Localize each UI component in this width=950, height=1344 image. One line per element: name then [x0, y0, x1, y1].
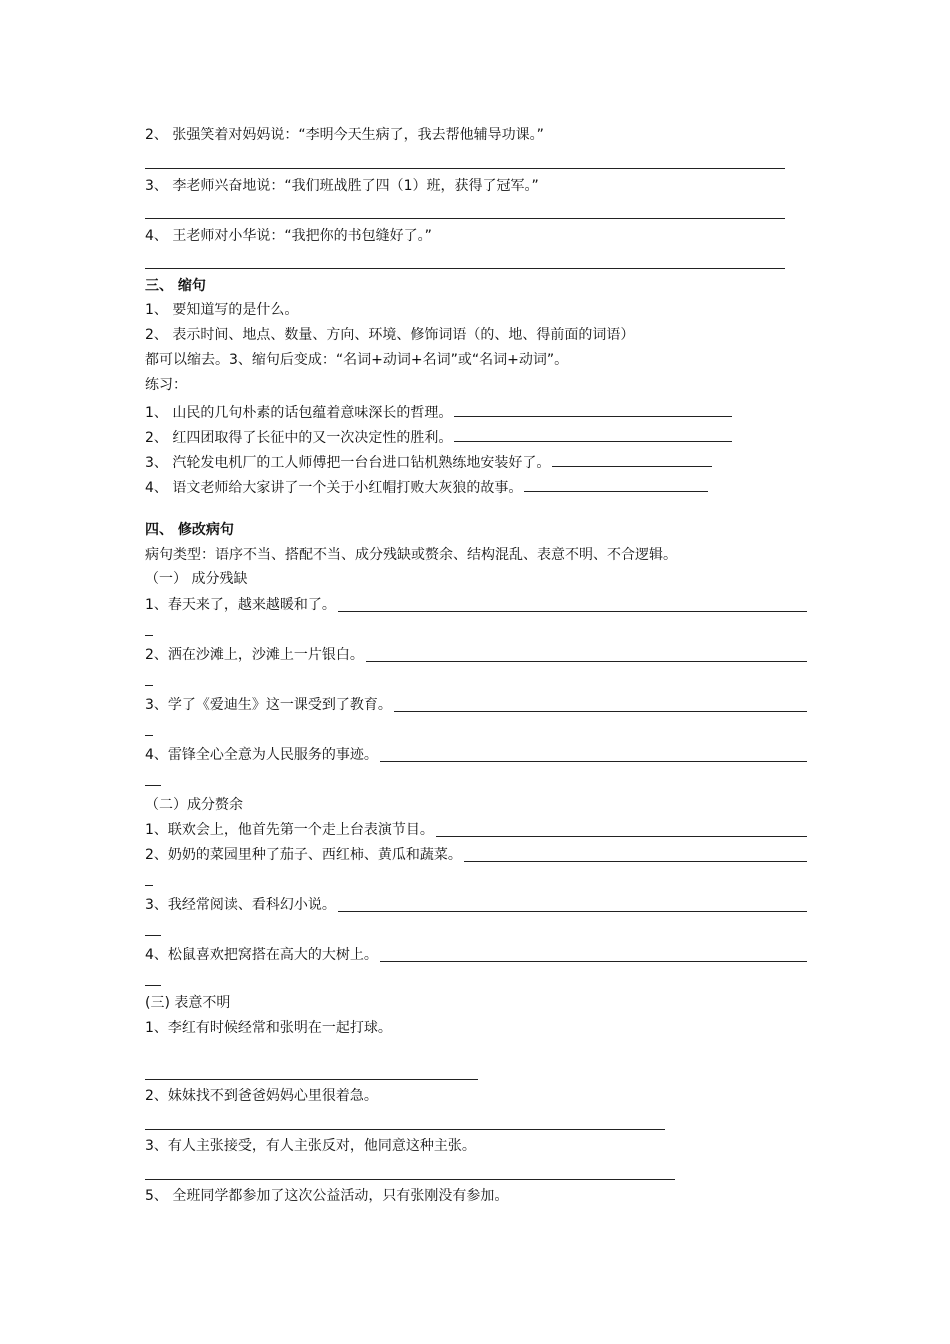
exercise-text: 4、雷锋全心全意为人民服务的事迹。 [145, 747, 378, 763]
condense-exercise [145, 402, 732, 421]
condense-exercise [145, 427, 732, 446]
correction-exercise [145, 597, 807, 613]
correction-exercise [145, 947, 807, 963]
answer-line-overflow [145, 685, 153, 686]
section-heading-correct-sentences: 四、 修改病句 [145, 522, 234, 538]
rule-text: 1、 要知道写的是什么。 [145, 302, 299, 318]
error-types: 病句类型：语序不当、搭配不当、成分残缺或赘余、结构混乱、表意不明、不合逻辑。 [145, 547, 677, 563]
answer-line[interactable] [145, 168, 785, 169]
answer-line[interactable] [145, 1179, 675, 1180]
correction-exercise [145, 822, 807, 838]
answer-blank[interactable] [454, 427, 732, 442]
answer-blank[interactable] [380, 747, 807, 762]
answer-line-overflow [145, 935, 161, 936]
exercise-text: 1、春天来了，越来越暖和了。 [145, 597, 336, 613]
condense-exercise [145, 452, 712, 471]
answer-blank[interactable] [338, 597, 807, 612]
correction-exercise [145, 847, 807, 863]
answer-blank[interactable] [436, 822, 807, 837]
answer-line[interactable] [145, 1129, 665, 1130]
correction-exercise: 1、李红有时候经常和张明在一起打球。 [145, 1020, 392, 1036]
answer-line[interactable] [145, 218, 785, 219]
rule-text: 都可以缩去。3、缩句后变成：“名词+动词+名词”或“名词+动词”。 [145, 352, 569, 368]
answer-blank[interactable] [366, 647, 807, 662]
subsection-title: （一） 成分残缺 [145, 571, 248, 587]
answer-blank[interactable] [524, 477, 708, 492]
correction-exercise [145, 747, 807, 763]
answer-line[interactable] [145, 268, 785, 269]
exercise-text: 2、 红四团取得了长征中的又一次决定性的胜利。 [145, 430, 453, 446]
practice-label: 练习： [145, 377, 187, 393]
exercise-text: 1、联欢会上，他首先第一个走上台表演节目。 [145, 822, 434, 838]
correction-exercise [145, 897, 807, 913]
exercise-text: 2、洒在沙滩上，沙滩上一片银白。 [145, 647, 364, 663]
rewrite-item-4: 4、 王老师对小华说：“我把你的书包缝好了。” [145, 228, 432, 244]
condense-exercise [145, 477, 708, 496]
exercise-text: 1、 山民的几句朴素的话包蕴着意味深长的哲理。 [145, 405, 453, 421]
answer-line-overflow [145, 635, 153, 636]
answer-blank[interactable] [454, 402, 732, 417]
exercise-text: 3、学了《爱迪生》这一课受到了教育。 [145, 697, 392, 713]
rewrite-item-3: 3、 李老师兴奋地说：“我们班战胜了四（1）班，获得了冠军。” [145, 178, 539, 194]
exercise-text: 4、松鼠喜欢把窝搭在高大的大树上。 [145, 947, 378, 963]
exercise-text: 3、 汽轮发电机厂的工人师傅把一台台进口钻机熟练地安装好了。 [145, 455, 551, 471]
answer-blank[interactable] [464, 847, 807, 862]
answer-blank[interactable] [394, 697, 807, 712]
answer-line-overflow [145, 785, 161, 786]
correction-exercise [145, 697, 807, 713]
rewrite-item-2: 2、 张强笑着对妈妈说：“李明今天生病了，我去帮他辅导功课。” [145, 127, 544, 143]
answer-blank[interactable] [380, 947, 807, 962]
answer-line-overflow [145, 985, 161, 986]
answer-line-overflow [145, 735, 153, 736]
correction-exercise [145, 647, 807, 663]
rule-text: 2、 表示时间、地点、数量、方向、环境、修饰词语（的、地、得前面的词语） [145, 327, 635, 343]
answer-blank[interactable] [552, 452, 712, 467]
answer-blank[interactable] [338, 897, 807, 912]
subsection-title: (三) 表意不明 [145, 995, 231, 1011]
section-heading-condense: 三、 缩句 [145, 278, 206, 294]
answer-line-overflow [145, 885, 153, 886]
answer-line[interactable] [145, 1079, 478, 1080]
correction-exercise: 2、妹妹找不到爸爸妈妈心里很着急。 [145, 1088, 378, 1104]
exercise-text: 4、 语文老师给大家讲了一个关于小红帽打败大灰狼的故事。 [145, 480, 523, 496]
exercise-text: 3、我经常阅读、看科幻小说。 [145, 897, 336, 913]
correction-exercise: 3、有人主张接受，有人主张反对，他同意这种主张。 [145, 1138, 476, 1154]
correction-exercise: 5、 全班同学都参加了这次公益活动，只有张刚没有参加。 [145, 1188, 509, 1204]
exercise-text: 2、奶奶的菜园里种了茄子、西红柿、黄瓜和蔬菜。 [145, 847, 462, 863]
subsection-title: （二）成分赘余 [145, 797, 243, 813]
